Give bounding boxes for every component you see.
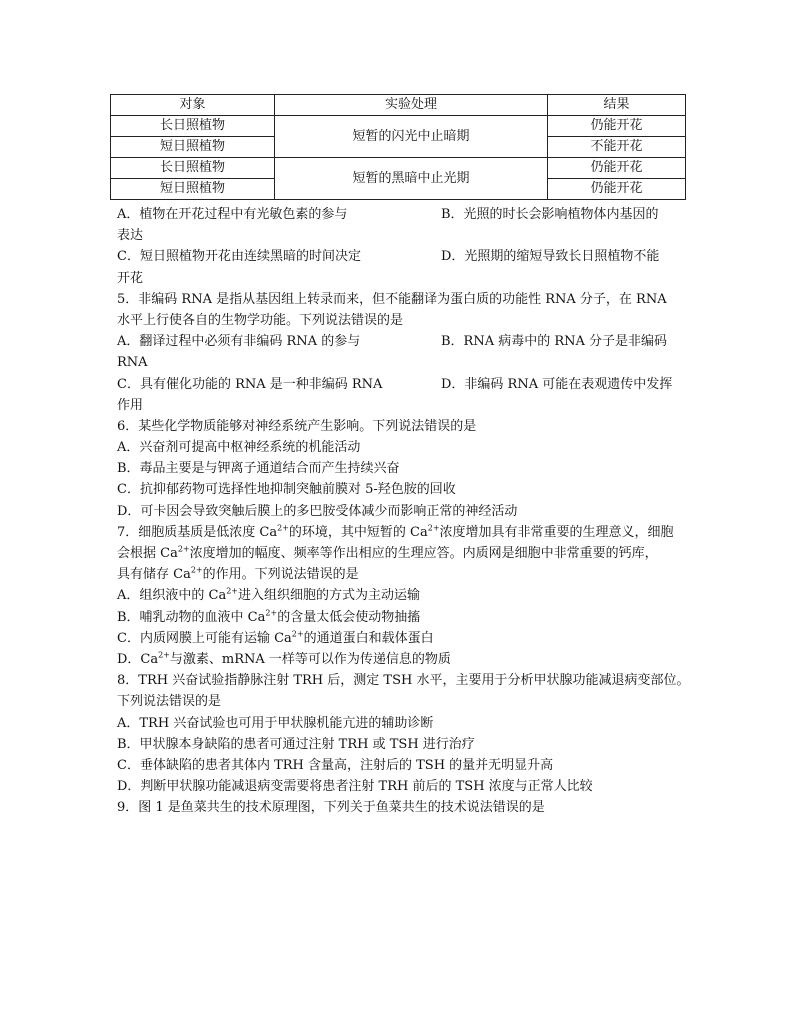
q8-stem-line2: 下列说法错误的是 bbox=[117, 694, 222, 710]
q6-option-a: A．兴奋剂可提高中枢神经系统的机能活动 bbox=[117, 440, 361, 456]
table-header-row bbox=[111, 95, 686, 116]
header-treatment: 实验处理 bbox=[275, 95, 548, 116]
q7-option-b: B．哺乳动物的血液中 $Ca^{2+}$的含量太低会使动物抽搐 bbox=[117, 608, 421, 625]
q6-option-b: B．毒品主要是与钾离子通道结合而产生持续兴奋 bbox=[117, 461, 400, 477]
experiment-table bbox=[110, 94, 686, 200]
q9-stem: 9．图 1 是鱼菜共生的技术原理图，下列关于鱼菜共生的技术说法错误的是 bbox=[117, 800, 545, 816]
header-subject: 对象 bbox=[111, 95, 275, 116]
q7-option-d: D．$Ca^{2+}$与激素、mRNA 一样等可以作为传递信息的物质 bbox=[117, 650, 451, 667]
q5-options-row-cd bbox=[117, 374, 689, 395]
cell-result: 仍能开花 bbox=[548, 179, 686, 200]
q7-stem-line2: 会根据 $Ca^{2+}$浓度增加的幅度、频率等作出相应的生理应答。内质网是细胞中非常重要的钙库， bbox=[117, 544, 658, 561]
cell-treatment: 短暂的黑暗中止光期 bbox=[275, 158, 548, 200]
question-content bbox=[117, 204, 689, 818]
q8-stem-line1: 8．TRH 兴奋试验指静脉注射 TRH 后，测定 TSH 水平，主要用于分析甲状腺功能减退病变部位。 bbox=[117, 673, 690, 689]
q5-option-a: A．翻译过程中必须有非编码 RNA 的参与 bbox=[117, 334, 361, 350]
cell-result: 不能开花 bbox=[548, 137, 686, 158]
q5-stem-line2: 水平上行使各自的生物学功能。下列说法错误的是 bbox=[117, 312, 404, 328]
q7-stem-line1: 7．细胞质基质是低浓度 $Ca^{2+}$的环境，其中短暂的 $Ca^{2+}$浓度增加具有非常重要的生理意义，细胞 bbox=[117, 523, 674, 540]
cell-treatment: 短暂的闪光中止暗期 bbox=[275, 116, 548, 158]
q4-options-row-ab bbox=[117, 204, 689, 225]
q6-option-c: C．抗抑郁药物可选择性地抑制突触前膜对 5-羟色胺的回收 bbox=[117, 482, 456, 498]
q5-option-b-cont: RNA bbox=[117, 355, 148, 371]
q6-option-d: D．可卡因会导致突触后膜上的多巴胺受体减少而影响正常的神经活动 bbox=[117, 503, 518, 519]
q4-option-b-cont: 表达 bbox=[117, 228, 144, 244]
cell-subject: 长日照植物 bbox=[111, 158, 275, 179]
q5-option-d: D．非编码 RNA 可能在表观遗传中发挥 bbox=[441, 376, 673, 392]
q4-options-row-cd bbox=[117, 246, 689, 267]
q7-option-a: A．组织液中的 $Ca^{2+}$进入组织细胞的方式为主动运输 bbox=[117, 587, 421, 604]
header-result: 结果 bbox=[548, 95, 686, 116]
cell-subject: 短日照植物 bbox=[111, 137, 275, 158]
q5-stem-line1: 5．非编码 RNA 是指从基因组上转录而来，但不能翻译为蛋白质的功能性 RNA 分子，在 RNA bbox=[117, 291, 667, 307]
q7-stem-line3: 具有储存 $Ca^{2+}$的作用。下列说法错误的是 bbox=[117, 565, 359, 583]
q4-option-a: A．植物在开花过程中有光敏色素的参与 bbox=[117, 207, 348, 222]
cell-result: 仍能开花 bbox=[548, 116, 686, 137]
cell-result: 仍能开花 bbox=[548, 158, 686, 179]
q5-option-d-cont: 作用 bbox=[117, 397, 144, 413]
cell-subject: 长日照植物 bbox=[111, 116, 275, 137]
q6-stem: 6．某些化学物质能够对神经系统产生影响。下列说法错误的是 bbox=[117, 418, 477, 434]
q4-option-d-cont: 开花 bbox=[117, 270, 144, 286]
table-row bbox=[111, 158, 686, 179]
q8-option-c: C．垂体缺陷的患者其体内 TRH 含量高，注射后的 TSH 的量并无明显升高 bbox=[117, 757, 554, 773]
q4-option-d: D．光照期的缩短导致长日照植物不能 bbox=[441, 249, 660, 265]
q8-option-d: D．判断甲状腺功能减退病变需要将患者注射 TRH 前后的 TSH 浓度与正常人比较 bbox=[117, 779, 593, 795]
q5-options-row-ab bbox=[117, 331, 689, 352]
q8-option-a: A．TRH 兴奋试验也可用于甲状腺机能亢进的辅助诊断 bbox=[117, 715, 434, 731]
q4-option-c: C．短日照植物开花由连续黑暗的时间决定 bbox=[117, 249, 361, 265]
q5-option-b: B．RNA 病毒中的 RNA 分子是非编码 bbox=[441, 334, 668, 350]
q8-option-b: B．甲状腺本身缺陷的患者可通过注射 TRH 或 TSH 进行治疗 bbox=[117, 736, 475, 752]
q7-option-c: C．内质网膜上可能有运输 $Ca^{2+}$的通道蛋白和载体蛋白 bbox=[117, 629, 434, 646]
q5-option-c: C．具有催化功能的 RNA 是一种非编码 RNA bbox=[117, 376, 383, 392]
cell-subject: 短日照植物 bbox=[111, 179, 275, 200]
q4-option-b: B．光照的时长会影响植物体内基因的 bbox=[441, 207, 659, 222]
table-row bbox=[111, 116, 686, 137]
